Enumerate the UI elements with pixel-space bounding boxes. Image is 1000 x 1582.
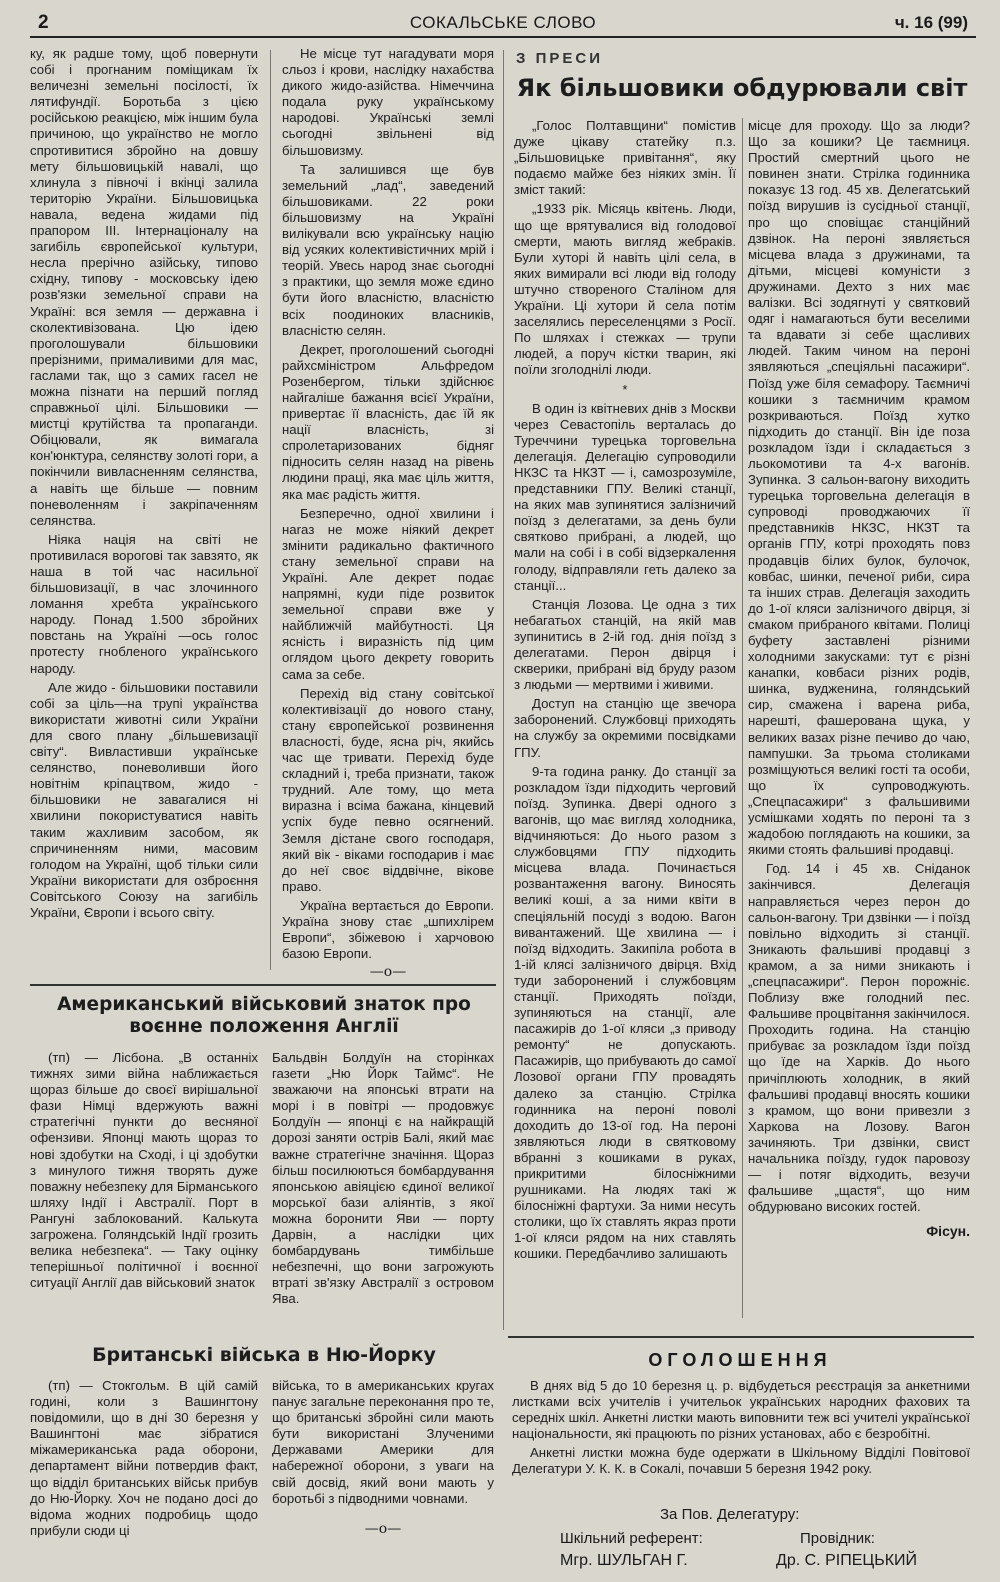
lead-paragraph: Перехід від стану совітської колективізації до нового стану, стану європейської розвинення власності, буде, ясна річ, якийсь час ще тривати. Перехід буде складний і, треба признати, також трудний. Але тому, що мета виразна і всіма бажана, кінцевий успіх буде певно осягнений. Земля дістане свого господаря, який вік - віками господарив і має до неї своє віддвічне, вікове право.	[282, 685, 494, 894]
announcement-body	[512, 1378, 970, 1478]
lead-paragraph: ку, як радше тому, щоб повернути собі і прогнаним поміщикам їх величезні земельні посілості, їх лятифундії. Боротьба з цією російською реакцією, між іншим була причиною, що українство не могло спротивитися збройно на довшу мету більшовицькій навалі, що хлинула з півночі і вкінці залила територію України. Більшовицька навала, ведена жидами під прапором III. Інтернаціоналу на загибіль європейської культури, несла прерічно азійську, типово східну, типову - московську ідею розв'язки земельної справи на Україні: вся земля — державна і сколективізована. Цю ідею проголошували більшовики прерізними, прималивими для мас, гаслами так, що з самих гасел не можна пізнати на перший погляд справжньої цілі. Більшовики — мистці крутійства та пропаганди. Обіцювали, як вимагала кон'юнктура, селянству золоті гори, а покінчили вивласненням селянства, а навіть ще більше — повним поневоленням і закріпаченням селянства.	[30, 46, 258, 528]
lead-paragraph: Україна вертається до Европи. Україна знову стає „шпихлірем Европи“, збіжевою і харчовою базою Европи.	[282, 897, 494, 962]
announcement-rule	[508, 1336, 974, 1338]
page-number: 2	[38, 12, 49, 33]
press-paragraph: 9-та година ранку. До станції за розкладом їзди підходить черговий поїзд. Зупинка. Двері одного з вагонів, що має вигляд холодника, відчиняються: До нього разом з службовцями ГПУ підходить місцева влада. Починається розвантаження вагону. Виносять великі коші, а за ними квіти в спеціяльній посуді з водою. Вагон вивантажений. Ще хвилина — і поїзд відходить. Закипіла робота в 1-ій клясі залізничого двірця. Вхід туди заборонений і службовцям станції. Приходять поїзди, зупиняються на станції, але пасажирів до 1-ої кляси „з приводу ремонту“ не допускають. Пасажирів, що прибувають до самої Лозової органи ГПУ провадять далеко за станцію. Стрілка годинника на пероні поволі доходить до 13-ої год. На пероні зявляються люди в святковому вбранні з кошиками в руках, прикритими білосніжними рушниками. На людях такі ж білосніжні фартухи. За ними несуть столики, що їх ставлять якраз проти 1-ої кляси рядом на них ставлять кошики. Передбачливо залишають	[514, 763, 736, 1262]
end-mark: —о—	[369, 964, 407, 981]
troops-column-1	[30, 1378, 258, 1539]
lead-paragraph: Не місце тут нагадувати моря сльоз і крови, наслідку нахабства дикого жидо-азійства. Німеччина подала руку українському народові. Українські землі сьогодні звільнені від більшовизму.	[282, 46, 494, 158]
military-column-1	[30, 1050, 258, 1291]
press-paragraph: Станція Лозова. Це одна з тих небагатьох станцій, на якій мав зупинитись в 2-ій год. днія поїзд з делегатами. Перон двірця і скверики, прибрані від бруду разом з людьми — мертвими і живими.	[514, 596, 736, 693]
end-mark: —о—	[364, 1520, 402, 1537]
announcement-paragraph: В днях від 5 до 10 березня ц. р. відбудеться реєстрація за анкетними листками всіх учителів і учительок українських народних фахових та середніх шкіл. Анкетні листки мають виповнити теж всі учителі української національности, які працюють по різних установах, або є безробітні.	[512, 1378, 970, 1442]
lead-paragraph: Декрет, проголошений сьогодні райхсміністром Альфредом Розенбергом, тільки здійснює найгаліше бажання всієї України, привертає її власність, дає їй як нації власність, зі спролетаризованих бідняг підносить селян назад на рівень людини праці, яка має ціль життя, яка має радість життя.	[282, 341, 494, 502]
author-signature: Фісун.	[926, 1223, 970, 1240]
column-divider	[270, 50, 271, 970]
military-paragraph: Бальдвін Болдуїн на сторінках газети „Ню Йорк Таймс“. Не зважаючи на японські втрати на морі і в повітрі — продовжує Болдуїн — японці є на найкращій дорозі заняти острів Балі, який має важне стратегічне значіння. Щораз більш посилюються бомбардування японською авіяцією єдиної великої морської бази аліянтів, з якої можна боронити Яви — порту Дарвін, а наслідки цих бомбардувань тимбільше небезпечні, що вони загрожують втраті зв'язку Австралії з островом Ява.	[272, 1050, 494, 1307]
masthead	[30, 10, 976, 38]
military-article-headline: Американський військовий знаток про воєнне положення Англії	[57, 994, 471, 1037]
issue-number: ч. 16 (99)	[894, 13, 968, 32]
section-label: З ПРЕСИ	[516, 50, 603, 67]
left-signatory-role: Шкільний референт:	[560, 1530, 703, 1547]
press-paragraph: „Голос Полтавщини“ помістив дуже цікаву статейку п.з. „Більшовицьке привітання“, яку подаємо майже без ніяких змін. Її зміст такий:	[514, 118, 736, 198]
lead-paragraph: Та залишився ще був земельний „лад“, заведений більшовиками. 22 роки більшовизму на Україні вилікували всю українську націю від усяких колективістичних мрій і теорій. Увесь народ знає сьогодні з практики, що земля може єдино бути його власністю, власністю всіх поодиноких власників, власністю селян.	[282, 161, 494, 338]
column-divider	[503, 50, 504, 1330]
column-divider	[742, 118, 743, 1318]
lead-paragraph: Але жидо - більшовики поставили собі за ціль—на трупі українства використати животні сили України для свого плану „більшевизації світу“. Вивластивши українське селянство, поневоливши його новітнім кріпацтвом, жидо - більшовики не завагалися ні хвилини покористуватися навіть таким жахливим засобом, як спричиненням ними, масовим голодом на Україні, щоб тільки сили України використати для озброєння Совітського Союзу на загибіль України, Європи і всього світу.	[30, 679, 258, 920]
press-paragraph: Год. 14 і 45 хв. Сніданок закінчився. Делегація направляється через перон до сальон-вагону. Три дзвінки — і поїзд повільно відходить зі станції. Зникають фальшиві продавці з крамом, а за ними зникають і „спецпасажири“. Перон порожніє. Поблизу вже голодний пес. Фальшиве процвітання закінчилося. Проходить година. На станцію прибуває за розкладом їзди поїзд що їде на Харків. До нього причіплюють холодник, в який фальшиві продавці вносять кошики з крамом, що вони привезли з Харкова на Лозову. Вагон зачиняють. Три дзвінки, свист начальника поїзду, гудок паровозу — і потяг відходить, везучи фальшиве „щастя“, що ним обдурювано високих гостей.	[748, 861, 970, 1215]
press-paragraph: Доступ на станцію ще звечора заборонений. Службовці приходять на службу за окремими посвідками ГПУ.	[514, 696, 736, 760]
military-column-2	[272, 1050, 494, 1308]
asterisk-separator: *	[622, 381, 628, 397]
troops-paragraph: війська, то в американських кругах панує загальне переконання про те, що британські збройні сили мають бути використані Злученими Державами Америки для набережної оборони, з уваги на свій досвід, який вони мають у боротьбі з підводними човнами.	[272, 1378, 494, 1506]
right-signatory-name: Др. С. РІПЕЦЬКИЙ	[776, 1552, 918, 1569]
troops-article-headline: Британські війська в Ню-Йорку	[92, 1344, 436, 1366]
press-paragraph: „1933 рік. Місяць квітень. Люди, що ще врятувалися від голодової смерти, мають вигляд жебраків. Були хуторі й навіть цілі села, в яких вимирали всі люди від голоду штучно створеного Сталіном для України. Ці хутори й села потім заселялись переселенцями з Росії. По шляхах і стежках — трупи людей, а поруч кістки тварин, які поїли зголоднілі люди.	[514, 201, 736, 378]
delegation-line: За Пов. Делегатуру:	[660, 1506, 800, 1523]
left-signatory-name: Мгр. ШУЛЬГАН Г.	[560, 1552, 688, 1569]
lead-article-column-1	[30, 46, 258, 921]
military-paragraph: (тп) — Лісбона. „В останніх тижнях зими війна наближається щораз більше до своєї вирішальної фази Німці вдержують важні стратегічні пункти до весняної офензиви. Японці мають щораз то нові здобутки на Сході, і ці здобутки з минулого тижня творять дуже поважну небезпеку для Бірманського шляху Індії і Австралії. Порт в Рангуні заблокований. Калькута загрожена. Голяндській Індії грозить велика небезпека“. — Таку оцінку теперішньої політичної і воєнної ситуації Англії дав військовий знаток	[30, 1050, 259, 1291]
press-column-1	[514, 118, 736, 1263]
announcement-title: ОГОЛОШЕННЯ	[648, 1350, 832, 1370]
troops-paragraph: (тп) — Стокгольм. В цій самій годині, коли з Вашингтону повідомили, що в дні 30 березня у Вашингтоні має зібратися міжамериканська рада оборони, департамент війни потвердив факт, що відділ британських військ прибув до Ню-Йорку. Хоч не подано досі до відома жодних подробиць щодо прибули сюди ці	[30, 1378, 258, 1538]
right-signatory-role: Провідник:	[800, 1530, 875, 1547]
announcement-paragraph: Анкетні листки можна буде одержати в Шкільному Відділі Повітової Делегатури У. К. К. в Сокалі, почавши 5 березня 1942 року.	[512, 1445, 970, 1477]
section-rule	[30, 984, 496, 986]
troops-column-2	[272, 1378, 494, 1537]
lead-paragraph: Безперечно, одної хвилини і наraз не може ніякий декрет змінити радикально фактичного стану земельної справи на Україні. Але декрет подає напрямні, куди піде розвиток земельної справи вже у найближчій майбутності. Ця ясність і виразність під цим оглядом цього декрету говорить сама за себе.	[282, 505, 494, 682]
press-paragraph: місце для проходу. Що за люди? Що за кошики? Це таємниця. Простий смертний цього не повинен знати. Стрілка годинника показує 13 год. 45 хв. Делегатський поїзд вирушив із сусідньої станції, про що сповіщає станційний дзвінок. На пероні зявляється місцева влада з дружинами, та дітьми, місцеві комуністи з дружинами. Дехто з них має валізки. Всі зодягнуті у святковий одяг і намагаються бути веселими та вдавати зі себе щасливих людей. Таким чином на пероні зявляються „спеціяльні пасажири“. Поїзд уже біля семафору. Таємничі кошики з таємничим крамом розкриваються. Поїзд хутко підходить до станції. Він іде поза розкладом їзди і складається з льокомотиви та 4-х вагонів. Зупинка. З сальон-вагону виходить турецька торговельна делегація в супроводі проводжаючих її представників НКЗС, НКЗТ та органів ГПУ, котрі проходять повз продавців білих булок, булочок, ковбас, шинки, печеної риби, сира та інших страв. Делегація заходить до 1-ої кляси залізничого двірця, зі смаком прибраного квітами. Полиці буфету заставлені різними холодними закусками: тут є різні канапки, ковбаси різних родів, шинка, вудженина, голяндський сир, смажена і варена риба, нарешті, фашерована щука, у великих вазах різне печиво до чаю, пампушки. За трьома столиками розміщуються великі гості та особи, що їх супроводжують. „Спецпасажири“ з фальшивими усмішками ходять по пероні та з жадобою поглядають на кошики, за якими стоять фальшиві продавці.	[748, 118, 970, 858]
press-paragraph: В один із квітневих днів з Москви через Севастопіль верталась до Туреччини турецька торговельна делегація. Делегацію супроводили НКЗС та НКЗТ — і, самозрозуміле, представники ГПУ. Великі станції, на яких мав зупинятися залізничий поїзд з делегатами, за день були святково прибрані, а людей, що мали на собі і в собі відзеркалення голоду, відправляли геть далеко за станції...	[514, 400, 736, 593]
press-headline: Як більшовики обдурювали світ	[516, 74, 968, 102]
newspaper-title: СОКАЛЬСЬКЕ СЛОВО	[409, 13, 597, 32]
press-column-2	[748, 118, 970, 1239]
lead-paragraph: Ніяка нація на світі не противилася ворогові так завзято, як наша в той час насильної більшовизації, в час злочинного ломання хребта українського народу. Понад 1.500 збройних повстань на Україні —ось голос протесту гнобленого українського народу.	[30, 531, 258, 676]
lead-article-column-2	[282, 46, 494, 980]
